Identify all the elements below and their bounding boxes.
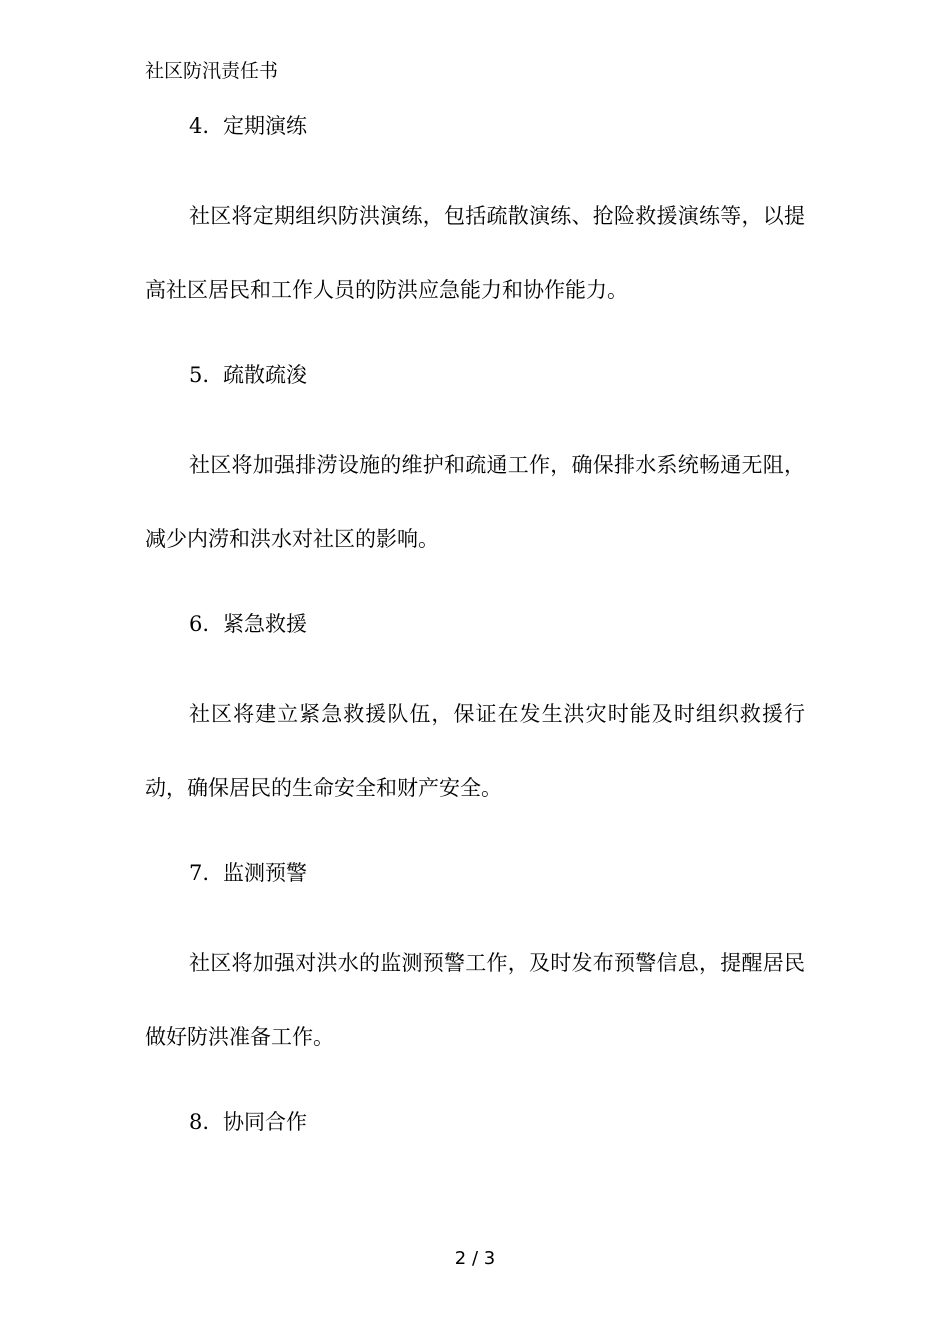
section-heading <box>189 111 307 141</box>
section-paragraph: 社区将建立紧急救援队伍，保证在发生洪灾时能及时组织救援行动，确保居民的生命安全和财产安全。 <box>145 702 805 800</box>
section-title: 疏散疏浚 <box>223 363 307 387</box>
section-paragraph: 社区将定期组织防洪演练，包括疏散演练、抢险救援演练等，以提高社区居民和工作人员的防洪应急能力和协作能力。 <box>145 204 805 302</box>
section-number: 5. <box>189 363 210 387</box>
document-header-title: 社区防汛责任书 <box>145 60 279 82</box>
page-number: 2 / 3 <box>454 1248 496 1269</box>
section-number: 7. <box>189 861 210 885</box>
section-title: 协同合作 <box>223 1110 307 1134</box>
section-paragraph: 社区将加强对洪水的监测预警工作，及时发布预警信息，提醒居民做好防洪准备工作。 <box>145 951 805 1049</box>
section-title: 监测预警 <box>223 861 307 885</box>
section-heading <box>189 858 307 888</box>
section-number: 4. <box>189 114 210 138</box>
section-heading <box>189 609 307 639</box>
section-number: 8. <box>189 1110 210 1134</box>
section-title: 紧急救援 <box>223 612 307 636</box>
section-heading <box>189 1107 307 1137</box>
section-number: 6. <box>189 612 210 636</box>
section-title: 定期演练 <box>223 114 307 138</box>
section-paragraph: 社区将加强排涝设施的维护和疏通工作，确保排水系统畅通无阻，减少内涝和洪水对社区的影响。 <box>145 453 805 551</box>
section-heading <box>189 360 307 390</box>
